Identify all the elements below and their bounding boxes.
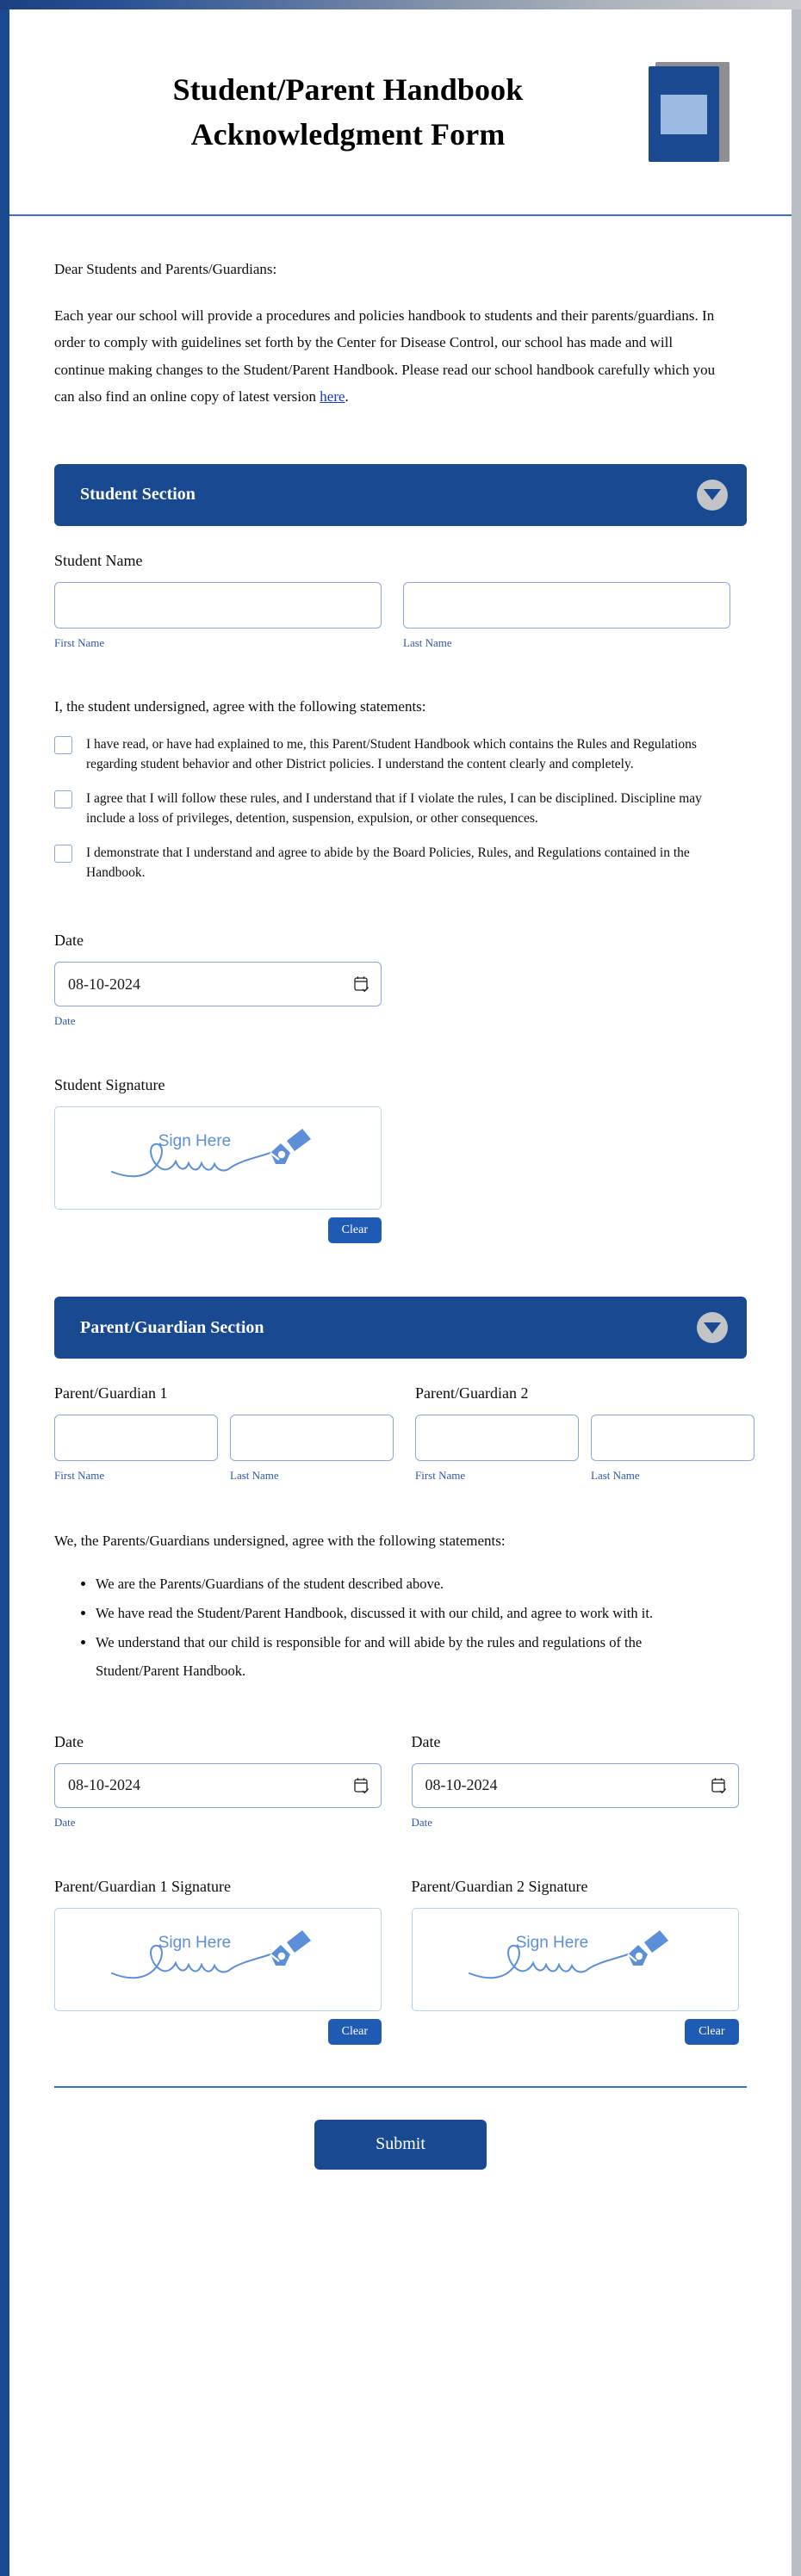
- student-statement-text-3: I demonstrate that I understand and agree to abide by the Board Policies, Rules, and Regulations contained in the Handbook.: [86, 845, 690, 881]
- student-name-row: [54, 582, 747, 650]
- chevron-down-icon[interactable]: [697, 480, 728, 511]
- sign-here-placeholder: [102, 1122, 334, 1194]
- parent-dates-row: [54, 1733, 747, 1830]
- top-gradient-bar: [0, 0, 801, 9]
- parent-bullets-list: [54, 1570, 747, 1685]
- chevron-down-icon[interactable]: [697, 1312, 728, 1343]
- parent-section-title: Parent/Guardian Section: [80, 1317, 264, 1337]
- student-statement-row-2[interactable]: [54, 789, 747, 829]
- intro-greeting: Dear Students and Parents/Guardians:: [54, 261, 277, 277]
- guardian2-date-sublabel: Date: [411, 1815, 433, 1829]
- sign-here-text: Sign Here: [158, 1132, 232, 1151]
- chevron-down-icon-caret: [704, 489, 721, 500]
- guardian2-signature-block: [412, 1878, 748, 2045]
- student-last-name-cell: [403, 582, 730, 650]
- student-signature-pad[interactable]: [54, 1106, 382, 1210]
- guardian2-name-block: [415, 1384, 754, 1483]
- list-item: • We have read the Student/Parent Handbook, discussed it with our child, and agree to work with it.: [96, 1600, 716, 1627]
- guardian1-signature-pad[interactable]: [54, 1908, 382, 2011]
- list-item: • We are the Parents/Guardians of the student described above.: [96, 1570, 716, 1598]
- guardian2-signature-label: Parent/Guardian 2 Signature: [411, 1877, 588, 1895]
- book-icon-label-panel: [661, 95, 707, 134]
- student-signature-clear-button[interactable]: Clear: [328, 1217, 382, 1243]
- page-title: [30, 67, 649, 157]
- sign-here-text: Sign Here: [158, 1933, 232, 1952]
- student-section-header[interactable]: [54, 464, 747, 526]
- guardian2-signature-pad[interactable]: [412, 1908, 739, 2011]
- sign-here-placeholder: [102, 1923, 334, 1996]
- guardian2-first-name-sublabel: First Name: [415, 1469, 466, 1483]
- guardian1-name-block: [54, 1384, 394, 1483]
- parent-bullets-intro: We, the Parents/Guardians undersigned, agree with the following statements:: [54, 1533, 506, 1550]
- student-first-name-sublabel: First Name: [54, 635, 105, 649]
- parent-section-header[interactable]: [54, 1297, 747, 1359]
- student-signature-block: [54, 1076, 747, 1243]
- form-header: [9, 9, 792, 216]
- page-title-line-2: Acknowledgment Form: [190, 117, 506, 152]
- guardian2-name-row: [415, 1415, 754, 1483]
- student-statements-list: [54, 734, 747, 883]
- intro-paragraph-text: Each year our school will provide a procedures and policies handbook to students and their parents/guardians. In order to comply with guidelines set forth by the Center for Disease Control, our school has made and will continue making changes to the Student/Parent Handbook. Please read our school handbook carefully which you can also find an online copy of latest version: [54, 307, 716, 406]
- guardian2-date-input[interactable]: [412, 1763, 739, 1808]
- guardian1-last-name-sublabel: Last Name: [230, 1469, 279, 1483]
- guardian1-first-name-sublabel: First Name: [54, 1469, 105, 1483]
- student-statement-text-2: I agree that I will follow these rules, and I understand that if I violate the rules, I can be disciplined. Discipline may include a loss of privileges, detention, suspension, expulsion, or other consequences.: [86, 790, 702, 827]
- student-statement-row-1[interactable]: [54, 734, 747, 775]
- guardian2-last-name-sublabel: Last Name: [591, 1469, 640, 1483]
- student-first-name-input[interactable]: [54, 582, 382, 629]
- guardian2-date-label: Date: [411, 1732, 441, 1750]
- student-statement-checkbox-1[interactable]: [54, 736, 72, 754]
- guardian2-date-block: [412, 1733, 748, 1830]
- guardian1-signature-block: [54, 1878, 390, 2045]
- student-signature-clear-row: [54, 1217, 382, 1243]
- guardian2-date-wrap: [412, 1763, 739, 1808]
- guardian1-date-block: [54, 1733, 390, 1830]
- handbook-link[interactable]: here: [320, 388, 345, 406]
- guardian2-first-name-input[interactable]: [415, 1415, 579, 1461]
- sign-here-text: Sign Here: [515, 1933, 588, 1952]
- student-first-name-cell: [54, 582, 382, 650]
- sign-here-placeholder: [459, 1923, 692, 1996]
- student-statement-checkbox-2[interactable]: [54, 790, 72, 808]
- student-date-wrap: [54, 962, 382, 1006]
- guardian2-last-name-input[interactable]: [591, 1415, 754, 1461]
- intro-paragraph-period: .: [345, 388, 349, 406]
- student-section-title: Student Section: [80, 485, 196, 505]
- student-last-name-input[interactable]: [403, 582, 730, 629]
- guardian2-signature-clear-row: [412, 2019, 739, 2045]
- left-border-rail: [0, 9, 9, 2576]
- guardian2-name-label: Parent/Guardian 2: [415, 1384, 529, 1403]
- student-date-label: Date: [54, 932, 84, 950]
- student-date-sublabel: Date: [54, 1014, 76, 1028]
- page-title-line-1: Student/Parent Handbook: [172, 71, 524, 107]
- student-last-name-sublabel: Last Name: [403, 635, 452, 649]
- student-signature-label: Student Signature: [54, 1076, 165, 1094]
- guardian1-name-row: [54, 1415, 394, 1483]
- form-body: [9, 216, 792, 2201]
- guardian1-first-name-cell: [54, 1415, 218, 1483]
- guardian1-last-name-input[interactable]: [230, 1415, 394, 1461]
- guardian2-signature-clear-button[interactable]: Clear: [685, 2019, 738, 2045]
- guardian1-signature-label: Parent/Guardian 1 Signature: [54, 1877, 231, 1895]
- parent-signatures-row: [54, 1878, 747, 2045]
- form-footer: [54, 2088, 747, 2201]
- chevron-down-icon-caret: [704, 1322, 721, 1334]
- guardian1-date-label: Date: [54, 1732, 84, 1750]
- book-icon: [649, 62, 730, 162]
- parent-names-row: [54, 1384, 747, 1483]
- student-statement-checkbox-3[interactable]: [54, 845, 72, 863]
- student-date-block: [54, 932, 747, 1028]
- guardian1-last-name-cell: [230, 1415, 394, 1483]
- student-name-block: [54, 552, 747, 650]
- right-border-rail: [792, 9, 801, 2576]
- student-statement-text-1: I have read, or have had explained to me, this Parent/Student Handbook which contains the Rules and Regulations regarding student behavior and other District policies. I understand the content clearly and completely.: [86, 736, 697, 772]
- guardian1-name-label: Parent/Guardian 1: [54, 1384, 168, 1403]
- guardian1-first-name-input[interactable]: [54, 1415, 218, 1461]
- guardian1-date-input[interactable]: [54, 1763, 382, 1808]
- guardian1-date-wrap: [54, 1763, 382, 1808]
- student-statement-row-3[interactable]: [54, 843, 747, 883]
- guardian2-first-name-cell: [415, 1415, 579, 1483]
- student-statements-intro: I, the student undersigned, agree with the following statements:: [54, 697, 426, 715]
- guardian1-signature-clear-row: [54, 2019, 382, 2045]
- guardian1-date-sublabel: Date: [54, 1815, 76, 1829]
- student-date-input[interactable]: [54, 962, 382, 1006]
- intro-paragraph: [54, 302, 726, 411]
- guardian2-last-name-cell: [591, 1415, 754, 1483]
- form-sheet: [9, 9, 792, 2576]
- student-name-label: Student Name: [54, 551, 143, 569]
- guardian1-signature-clear-button[interactable]: Clear: [328, 2019, 382, 2045]
- list-item: • We understand that our child is responsible for and will abide by the rules and regulations of the Student/Parent Handbook.: [96, 1629, 716, 1684]
- submit-button[interactable]: Submit: [314, 2120, 487, 2170]
